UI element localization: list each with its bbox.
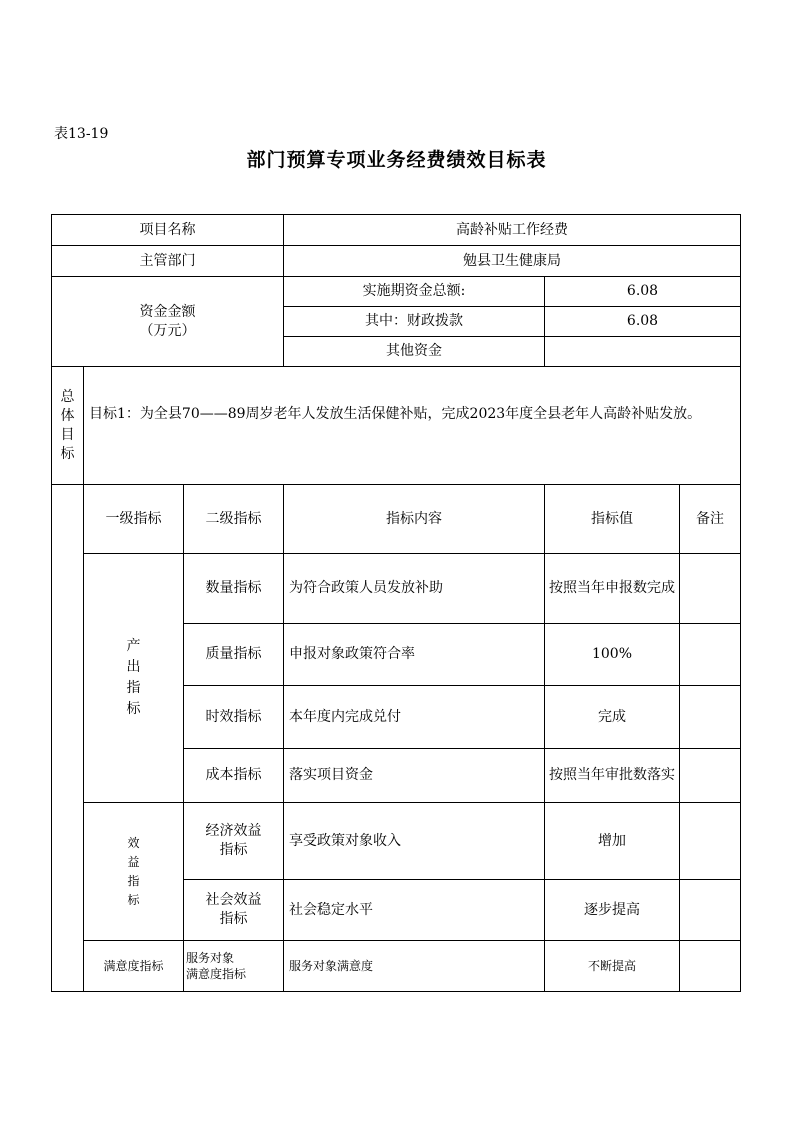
table-row-remark [680, 880, 740, 941]
output-label-char: 产 [126, 638, 141, 654]
benefit-label-char: 指 [127, 873, 140, 888]
fiscal-funds-label: 其中：财政拨款 [284, 307, 545, 337]
table-number: 表13-19 [54, 126, 109, 142]
header-level1: 一级指标 [84, 485, 184, 554]
benefit-label-char: 效 [127, 835, 140, 850]
table-row-level2: 经济效益指标 [184, 803, 284, 880]
table-row-content: 申报对象政策符合率 [284, 624, 545, 686]
table-row-content: 社会稳定水平 [284, 880, 545, 941]
header-level2: 二级指标 [184, 485, 284, 554]
overall-goal-sentence: 目标1：为全县70——89周岁老年人发放生活保健补贴，完成2023年度全县老年人高龄补贴发放。 [89, 406, 702, 422]
table-row-remark [680, 803, 740, 880]
output-label-char: 指 [126, 680, 141, 696]
indicator-spine [52, 485, 84, 991]
table-row-value: 逐步提高 [545, 880, 680, 941]
table-row-content: 本年度内完成兑付 [284, 686, 545, 749]
fiscal-funds-value: 6.08 [545, 307, 740, 337]
benefit-indicator-group [84, 803, 184, 941]
satisfaction-content: 服务对象满意度 [284, 941, 545, 991]
table-row-remark [680, 554, 740, 624]
funds-label [52, 277, 284, 367]
funds-label-line2: （万元） [139, 322, 196, 339]
other-funds-label: 其他资金 [284, 337, 545, 367]
goal-label-char: 总 [60, 388, 75, 405]
goal-label-char: 体 [60, 407, 75, 424]
overall-goal-label [52, 367, 84, 485]
benefit-label-char: 标 [127, 892, 140, 907]
header-remark: 备注 [680, 485, 740, 554]
satisfaction-remark [680, 941, 740, 991]
satisfaction-level1: 满意度指标 [84, 941, 184, 991]
table-row-value: 按照当年申报数完成 [545, 554, 680, 624]
table-row-content: 为符合政策人员发放补助 [284, 554, 545, 624]
benefit-label-char: 益 [127, 854, 140, 869]
overall-goal-text [84, 367, 740, 485]
goal-label-char: 标 [60, 445, 75, 462]
table-row-level2: 成本指标 [184, 749, 284, 803]
table-row-content: 落实项目资金 [284, 749, 545, 803]
table-row-remark [680, 686, 740, 749]
table-row-value: 按照当年审批数落实 [545, 749, 680, 803]
table-row-level2: 社会效益指标 [184, 880, 284, 941]
satisfaction-level2-line1: 服务对象 [186, 951, 235, 965]
department-value: 勉县卫生健康局 [284, 246, 740, 277]
satisfaction-level2 [184, 941, 284, 991]
satisfaction-value: 不断提高 [545, 941, 680, 991]
goal-label-char: 目 [60, 426, 75, 443]
table-row-level2: 时效指标 [184, 686, 284, 749]
satisfaction-level2-line2: 满意度指标 [186, 967, 247, 981]
other-funds-value [545, 337, 740, 367]
table-row-remark [680, 749, 740, 803]
table-row-value: 增加 [545, 803, 680, 880]
total-funds-label: 实施期资金总额: [284, 277, 545, 307]
department-label: 主管部门 [52, 246, 284, 277]
table-row-level2: 数量指标 [184, 554, 284, 624]
total-funds-value: 6.08 [545, 277, 740, 307]
table-row-value: 100% [545, 624, 680, 686]
table-row-level2: 质量指标 [184, 624, 284, 686]
performance-target-table [51, 214, 741, 992]
project-name-label: 项目名称 [52, 215, 284, 246]
header-value: 指标值 [545, 485, 680, 554]
output-label-char: 标 [126, 701, 141, 717]
funds-label-line1: 资金金额 [139, 303, 196, 320]
table-row-content: 享受政策对象收入 [284, 803, 545, 880]
document-title: 部门预算专项业务经费绩效目标表 [246, 149, 547, 171]
header-content: 指标内容 [284, 485, 545, 554]
output-indicator-group [84, 554, 184, 803]
table-row-value: 完成 [545, 686, 680, 749]
project-name-value: 高龄补贴工作经费 [284, 215, 740, 246]
table-row-remark [680, 624, 740, 686]
output-label-char: 出 [126, 659, 141, 675]
